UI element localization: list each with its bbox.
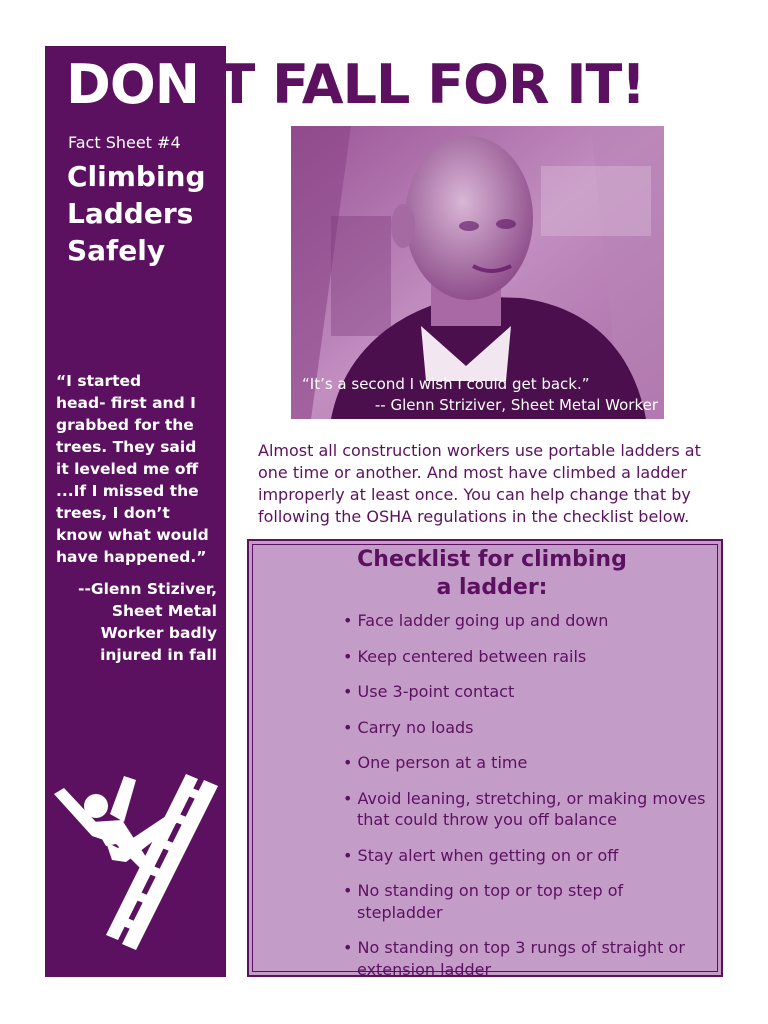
fact-sheet-subtitle: [67, 158, 217, 269]
list-item: • No standing on top or top step of stepladder: [343, 880, 713, 923]
page-title: [66, 52, 756, 118]
checklist-items: [343, 610, 713, 994]
intro-paragraph: Almost all construction workers use portable ladders at one time or another. And most have climbed a ladder improperly at least once. You can help change that by following the OSHA regulations in the checklist below.: [258, 441, 701, 526]
subtitle-line: Ladders: [67, 197, 194, 230]
list-item: • Avoid leaning, stretching, or making moves that could throw you off balance: [343, 788, 713, 831]
fact-sheet-number: Fact Sheet #4: [68, 133, 181, 152]
list-item: • Face ladder going up and down: [343, 610, 713, 632]
photo-caption-credit: -- Glenn Striziver, Sheet Metal Worker: [374, 396, 658, 414]
list-item: • No standing on top 3 rungs of straight or extension ladder: [343, 937, 713, 980]
attribution-line: --Glenn Stiziver,: [78, 580, 217, 598]
list-item: • Use 3-point contact: [343, 681, 713, 703]
quote-line: head- first and I: [56, 394, 196, 412]
photo-caption-quote: “It’s a second I wish I could get back.”: [302, 375, 590, 393]
checklist-box: [247, 539, 723, 977]
list-item: • Stay alert when getting on or off: [343, 845, 713, 867]
photo-caption: [302, 374, 660, 416]
quote-line: ...If I missed the: [56, 482, 199, 500]
quote-line: trees. They said: [56, 438, 197, 456]
title-part-1: DON: [66, 53, 199, 116]
list-item: • One person at a time: [343, 752, 713, 774]
subtitle-line: Safely: [67, 234, 166, 267]
attribution-line: injured in fall: [100, 646, 217, 664]
subtitle-line: Climbing: [67, 160, 206, 193]
attribution-line: Worker badly: [100, 624, 217, 642]
quote-line: know what would: [56, 526, 209, 544]
quote-line: “I started: [56, 372, 142, 390]
falling-ladder-icon: [52, 770, 227, 955]
quote-line: have happened.”: [56, 548, 207, 566]
quote-line: grabbed for the: [56, 416, 194, 434]
checklist-title-line: a ladder:: [436, 575, 548, 600]
checklist-title: [249, 546, 735, 602]
list-item: • Carry no loads: [343, 717, 713, 739]
checklist-title-line: Checklist for climbing: [357, 547, 627, 572]
quote-line: it leveled me off: [56, 460, 199, 478]
attribution-line: Sheet Metal: [111, 602, 217, 620]
quote-attribution: [56, 578, 217, 666]
title-part-2: ’T FALL FOR IT!: [198, 53, 645, 116]
quote-line: trees, I don’t: [56, 504, 170, 522]
list-item: • Keep centered between rails: [343, 646, 713, 668]
worker-quote: [56, 370, 222, 568]
